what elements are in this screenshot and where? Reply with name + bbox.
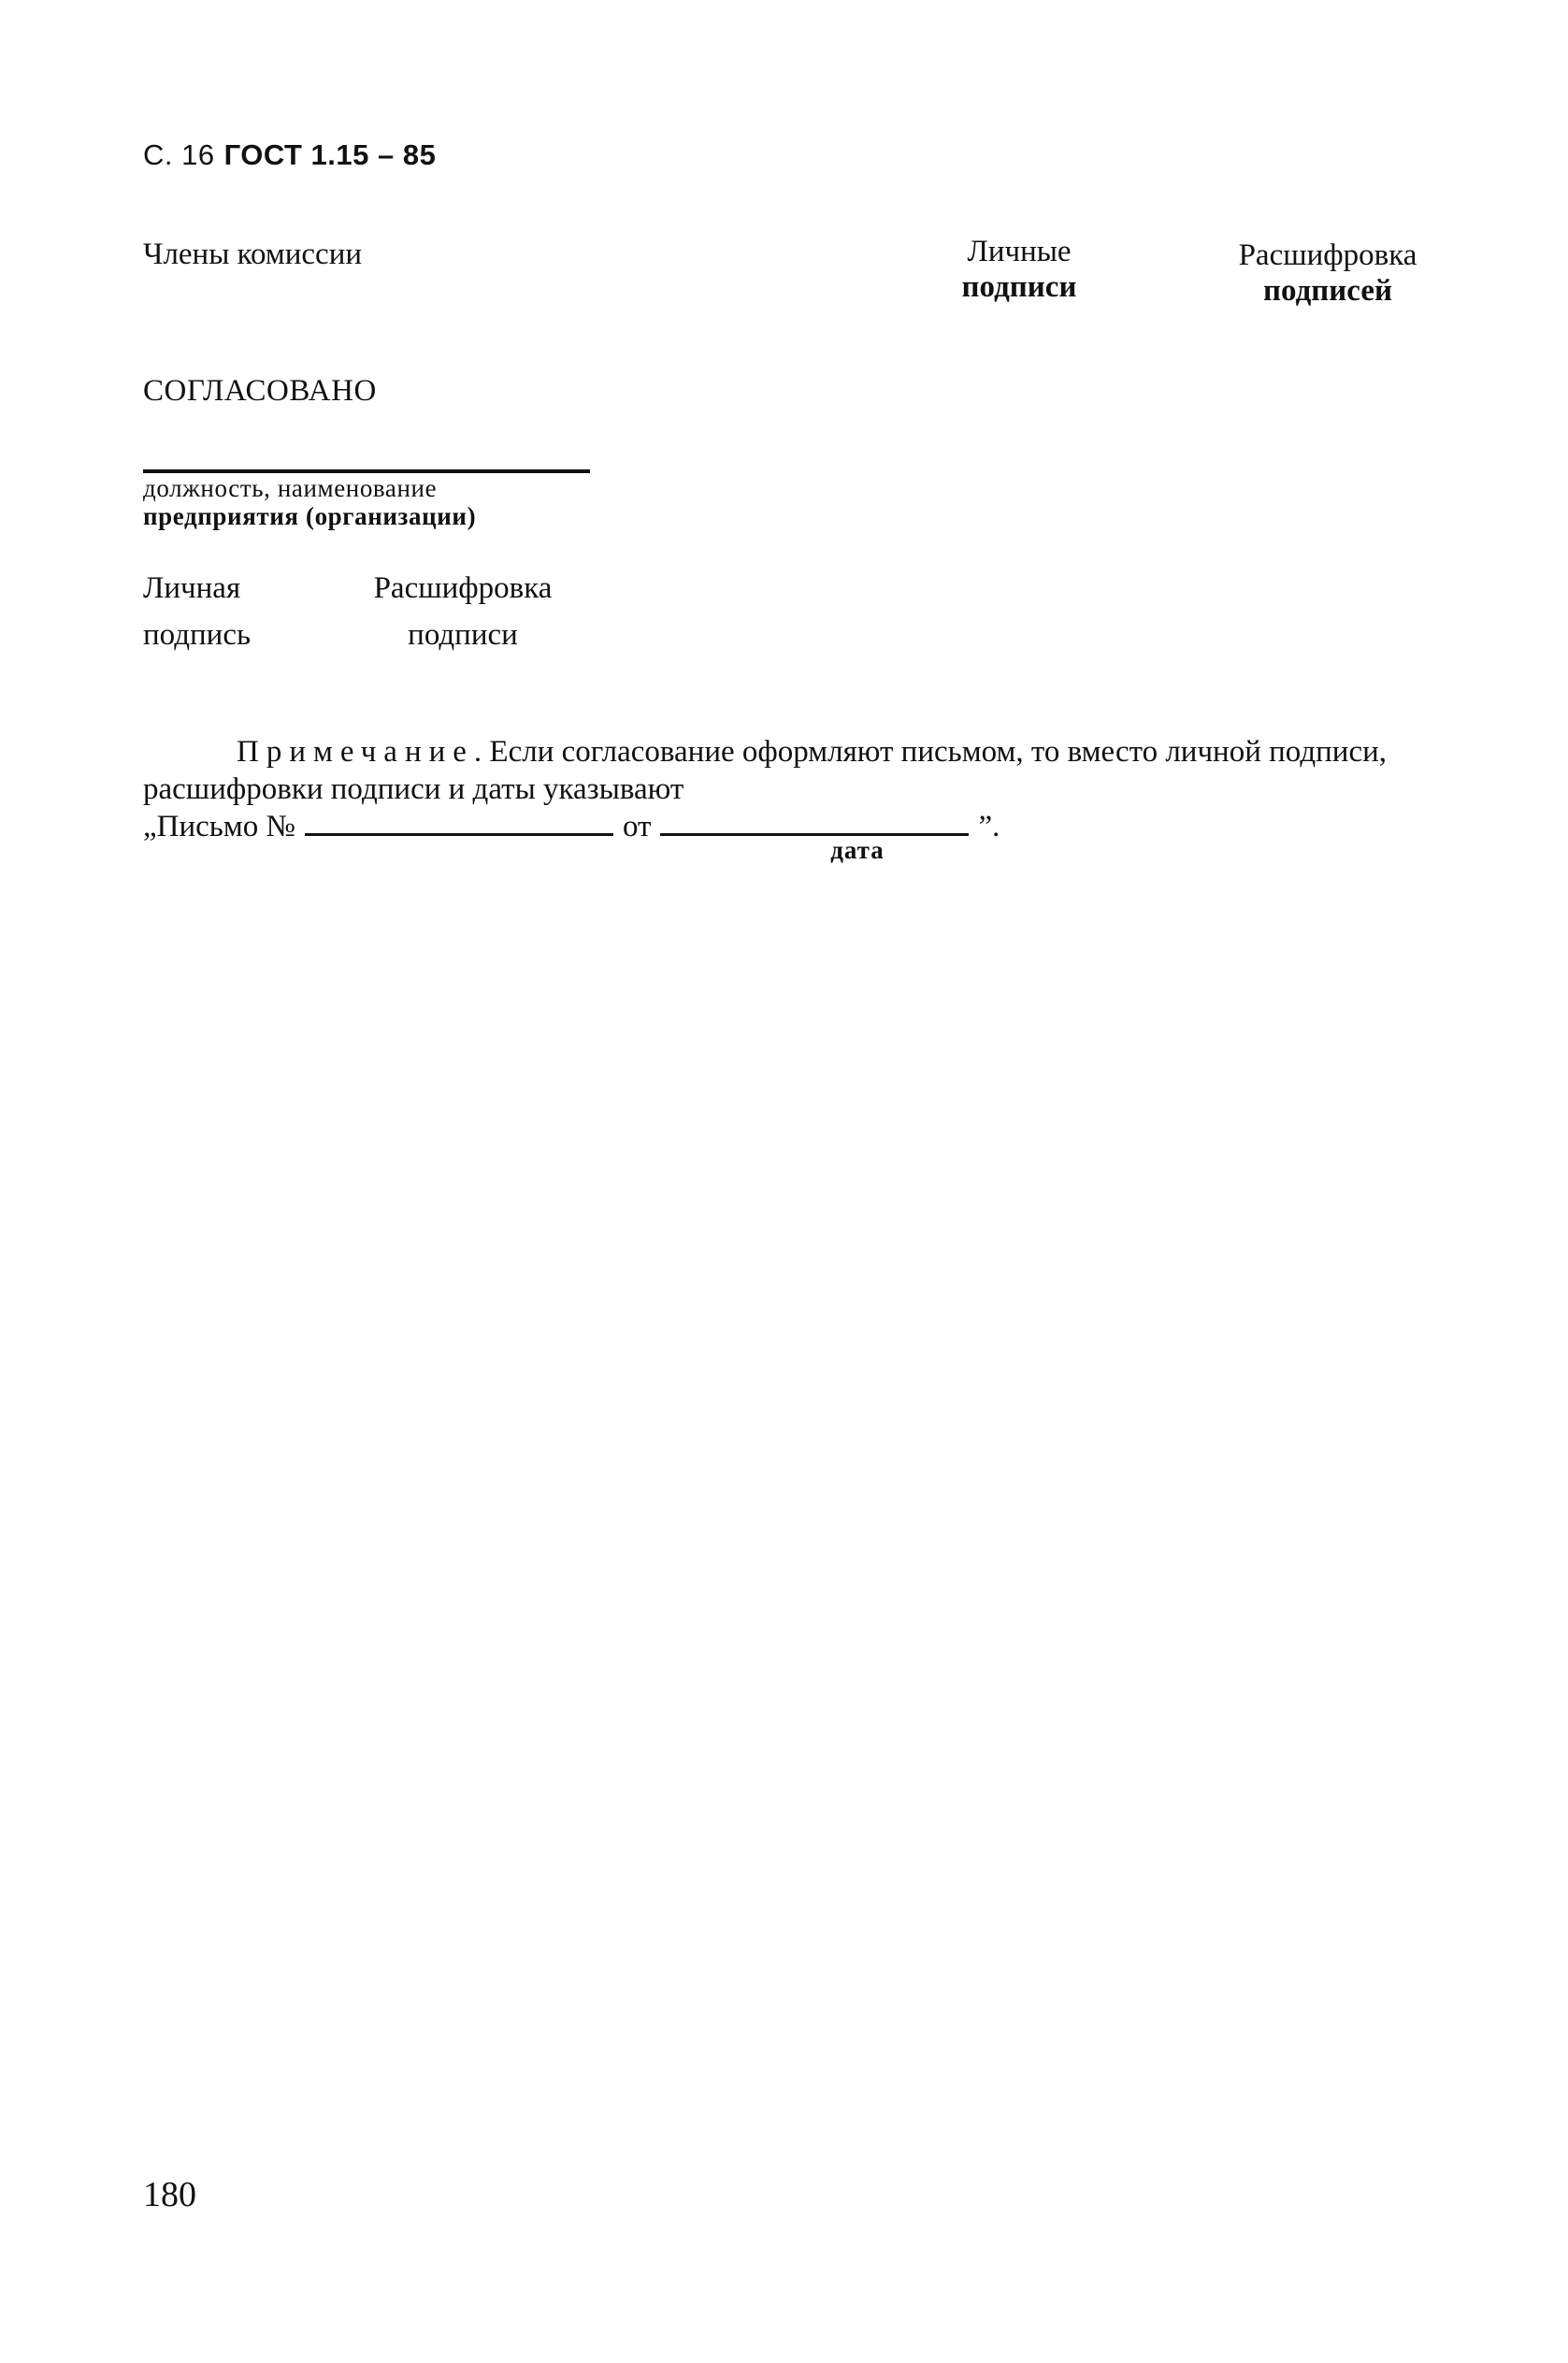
note-paragraph [143, 733, 1443, 808]
personal-signature-caption-line1: Личная [143, 571, 241, 605]
note-label: Примечание [237, 735, 474, 769]
page-label: С. 16 [143, 138, 215, 171]
note-text: . Если согласование оформляют письмом, то вместо личной подписи, расшифровки подписи и даты указывают [143, 735, 1387, 806]
commission-members-label: Члены комиссии [143, 238, 363, 271]
personal-signatures-heading-line2: подписи [961, 270, 1077, 304]
signature-decoding-caption-line2: подписи [408, 618, 518, 652]
page-number: 180 [143, 2175, 196, 2214]
letter-number-blank [305, 813, 613, 836]
letter-from: от [622, 810, 652, 843]
signature-decoding-caption-line1: Расшифровка [373, 571, 553, 605]
personal-signature-caption-line2: подпись [143, 618, 252, 652]
signature-decoding-caption [355, 565, 570, 658]
letter-prefix: „Письмо № [143, 810, 295, 843]
page-header [143, 138, 436, 172]
date-caption: дата [830, 836, 885, 864]
personal-signatures-heading-line1: Личные [967, 235, 1072, 268]
approval-title: СОГЛАСОВАНО [143, 374, 377, 408]
signature-decoding-heading-line1: Расшифровка [1238, 238, 1417, 272]
personal-signatures-heading [935, 234, 1103, 305]
position-caption-line1: должность, наименование [143, 474, 438, 502]
position-caption [143, 474, 476, 530]
letter-date-blank [660, 813, 969, 836]
standard-number: ГОСТ 1.15 – 85 [223, 138, 437, 171]
signature-decoding-heading [1211, 238, 1445, 309]
position-caption-line2: предприятия (организации) [143, 502, 477, 530]
position-fill-line [143, 469, 590, 473]
personal-signature-caption [143, 565, 251, 658]
signature-decoding-heading-line2: подписей [1263, 274, 1392, 308]
letter-suffix: ”. [978, 810, 1000, 843]
